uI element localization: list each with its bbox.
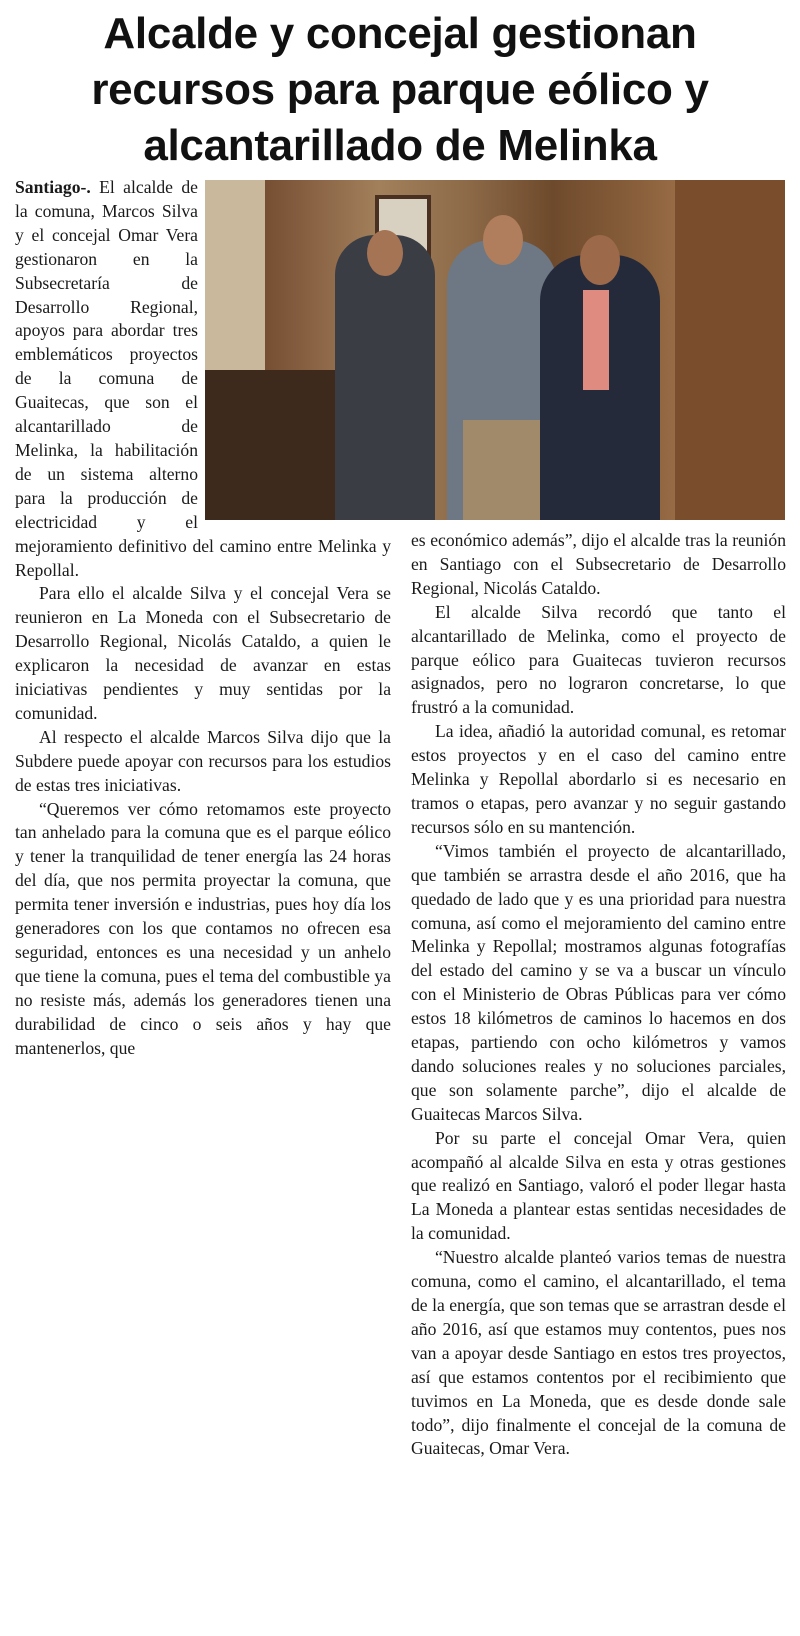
paragraph: Para ello el alcalde Silva y el concejal Vera se reunieron en La Moneda con el Subsecretario de Desarrollo Regional, Nicolás Cataldo, a quien le explicaron la necesidad de avanzar en estas iniciativas pendientes y muy sentidas por la comunidad. xyxy=(15,583,391,723)
paragraph-text: El alcalde de la comuna, Marcos Silva y el concejal Omar Vera gestionaron en la Subsecretaría de Desarrollo Regional, apoyos para abordar tres emblemáticos proyectos de la comuna de Guaitecas, que son el alcantarillado de Melinka, la habilitación de un sistema alterno para la producción de electricidad y el mejoramiento definitivo del camino entre Melinka y Repollal. xyxy=(15,177,391,580)
paragraph: Al respecto el alcalde Marcos Silva dijo que la Subdere puede apoyar con recursos para los estudios de estas tres iniciativas. xyxy=(15,726,391,795)
headline-line: Alcalde y concejal gestionan xyxy=(103,9,697,58)
paragraph: La idea, añadió la autoridad comunal, es retomar estos proyectos y en el caso del camino entre Melinka y Repollal abordarlo si es necesario en tramos o etapas, pero avanzar y no seguir gastando recursos sólo en su mantención. xyxy=(411,721,786,837)
paragraph: Por su parte el concejal Omar Vera, quien acompañó al alcalde Silva en esta y otras gestiones que realizó en Santiago, valoró el poder llegar hasta La Moneda a plantear estas sentidas necesidades de la comunidad. xyxy=(411,1127,786,1244)
paragraph: El alcalde Silva recordó que tanto el alcantarillado de Melinka, como el proyecto de parque eólico para Guaitecas tuvieron recursos asignados, pero no lograron concretarse, lo que frustró a la comunidad. xyxy=(411,601,786,718)
headline-line: alcantarillado de Melinka xyxy=(143,121,657,170)
paragraph: es económico además”, dijo el alcalde tras la reunión en Santiago con el Subsecretario de Desarrollo Regional, Nicolás Cataldo. xyxy=(411,530,786,598)
paragraph: “Vimos también el proyecto de alcantarillado, que también se arrastra desde el año 2016, que ha quedado de lado que y es una prioridad para nuestra comuna, así como el mejoramiento del camino entre Melinka y Repollal; mostramos algunas fotografías del estado del camino y se va a buscar un vínculo con el Ministerio de Obras Públicas para ver cómo estos 18 kilómetros de caminos lo hacemos en dos etapas, partiendo con ocho kilómetros y vamos dando soluciones reales y no soluciones parciales, que son solamente parche”, dijo el alcalde de Guaitecas Marcos Silva. xyxy=(411,840,786,1124)
paragraph: “Queremos ver cómo retomamos este proyecto tan anhelado para la comuna que es el parque eólico y tener la tranquilidad de tener energía las 24 horas del día, que nos permita proyectar la comuna, que permita tener inversión e industrias, pues hoy día los generadores con los que contamos no ofrecen esa seguridad, entonces es una necesidad y un anhelo que tiene la comuna, pues el tema del combustible ya no resiste más, además los generadores tienen una durabilidad de cinco o seis años y hay que mantenerlos, que xyxy=(15,798,391,1058)
headline-line: recursos para parque eólico y xyxy=(91,65,709,114)
dateline: Santiago-. xyxy=(15,177,91,197)
article-column-left xyxy=(15,176,391,1061)
paragraph: “Nuestro alcalde planteó varios temas de nuestra comuna, como el camino, el alcantarillado, el tema de la energía, que son temas que se arrastran desde el año 2016, así que estamos muy contentos, pues nos van a apoyar desde Santiago en estos tres proyectos, así que estamos contentos por el recibimiento que tuvimos en La Moneda, que es desde donde sale todo”, dijo finalmente el concejal de la comuna de Guaitecas, Omar Vera. xyxy=(411,1247,786,1459)
headline xyxy=(0,6,800,174)
article-column-right xyxy=(411,529,786,1461)
